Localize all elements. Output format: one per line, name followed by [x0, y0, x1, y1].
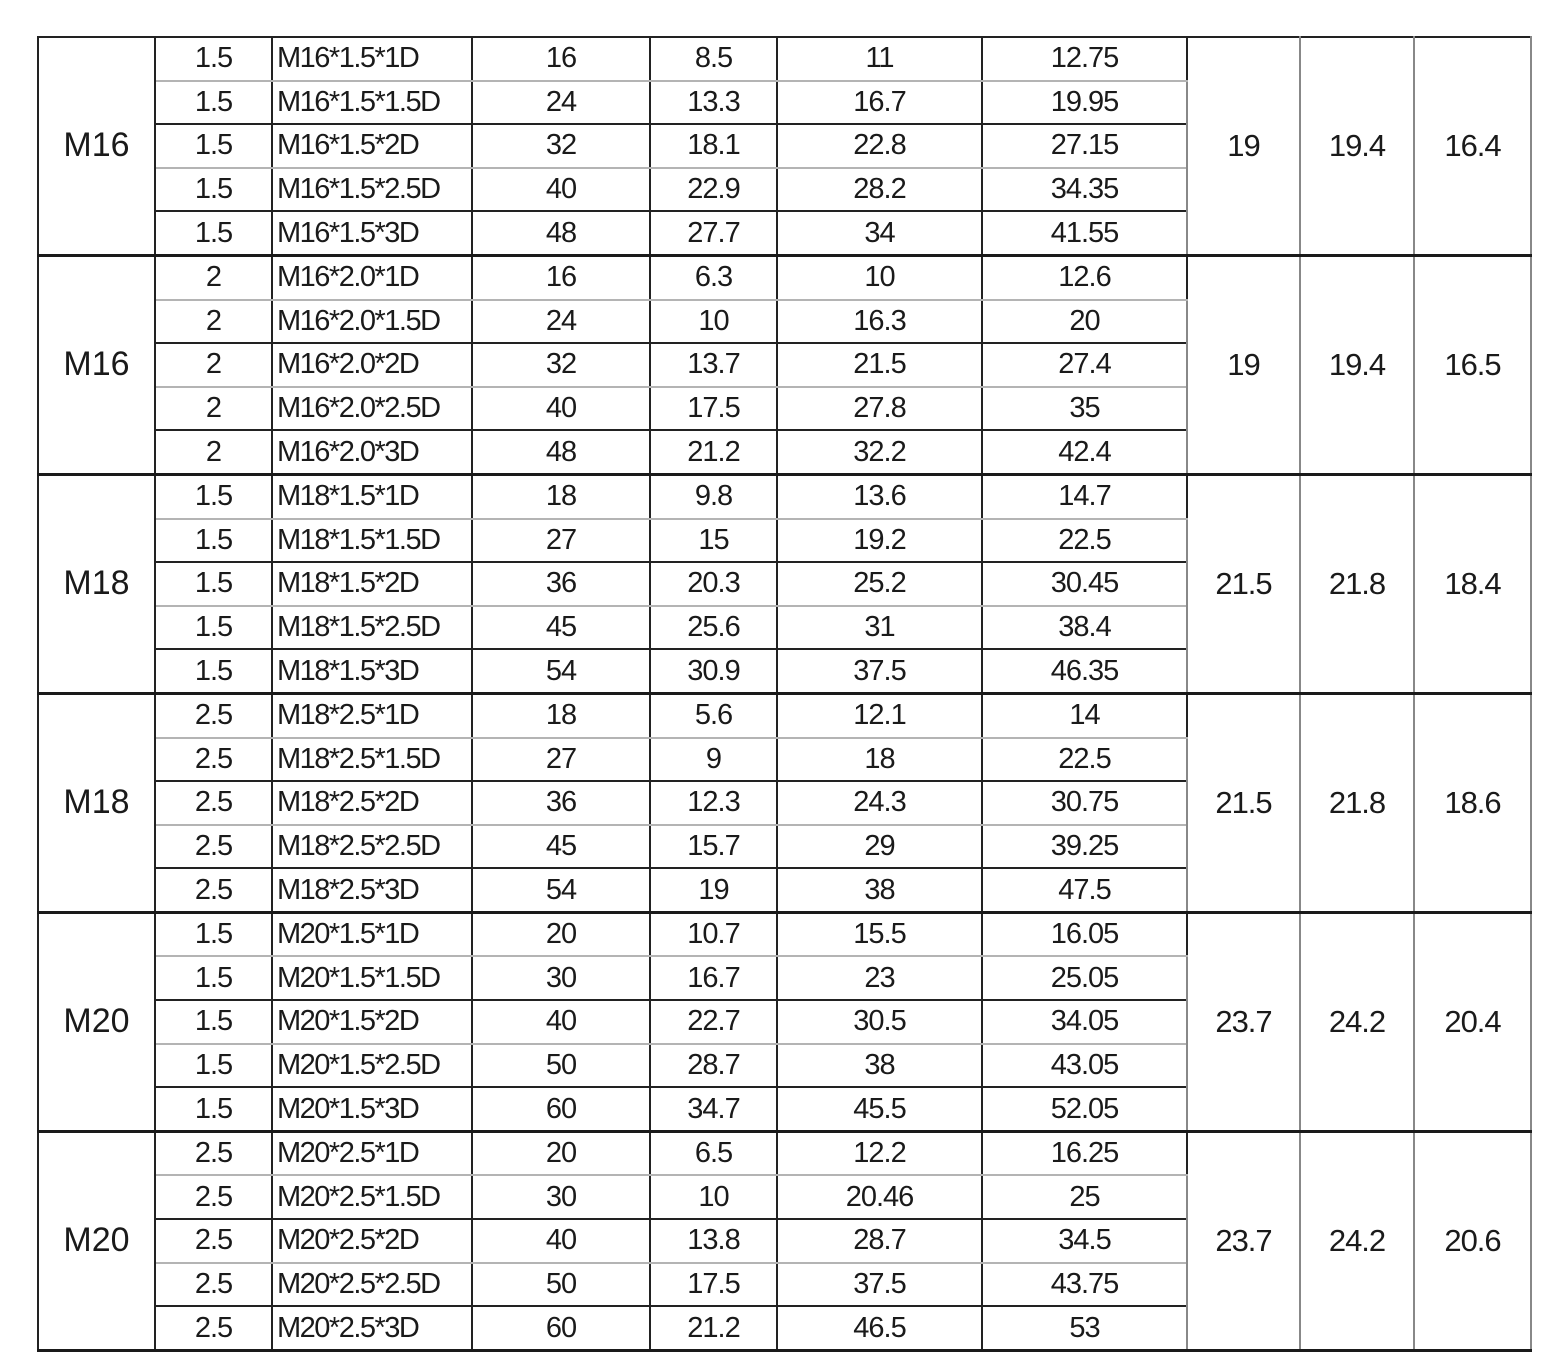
value-b-cell: 19: [650, 868, 777, 912]
table-row: [38, 693, 1531, 737]
value-d-cell: 42.4: [982, 430, 1187, 474]
value-a-cell: 36: [472, 562, 650, 606]
pitch-cell: 2: [155, 430, 272, 474]
pitch-cell: 2: [155, 255, 272, 299]
merged-value-2-cell: 21.8: [1300, 474, 1414, 693]
thread-spec-cell: M20*1.5*2.5D: [272, 1044, 472, 1088]
merged-value-1-cell: 23.7: [1187, 1131, 1300, 1350]
thread-spec-cell: M20*2.5*3D: [272, 1306, 472, 1350]
merged-value-2-cell: 24.2: [1300, 1131, 1414, 1350]
value-c-cell: 25.2: [777, 562, 982, 606]
value-a-cell: 48: [472, 211, 650, 255]
pitch-cell: 1.5: [155, 474, 272, 518]
pitch-cell: 1.5: [155, 168, 272, 212]
merged-value-1-cell: 21.5: [1187, 693, 1300, 912]
pitch-cell: 2.5: [155, 1131, 272, 1175]
pitch-cell: 1.5: [155, 912, 272, 956]
pitch-cell: 1.5: [155, 606, 272, 650]
merged-value-3-cell: 16.4: [1414, 37, 1531, 255]
value-b-cell: 21.2: [650, 430, 777, 474]
merged-value-3-cell: 20.4: [1414, 912, 1531, 1131]
pitch-cell: 2.5: [155, 1219, 272, 1263]
value-d-cell: 14.7: [982, 474, 1187, 518]
value-c-cell: 16.3: [777, 300, 982, 344]
pitch-cell: 1.5: [155, 1000, 272, 1044]
pitch-cell: 1.5: [155, 1044, 272, 1088]
value-d-cell: 35: [982, 387, 1187, 431]
value-a-cell: 40: [472, 1000, 650, 1044]
thread-spec-cell: M18*1.5*3D: [272, 649, 472, 693]
value-d-cell: 25: [982, 1175, 1187, 1219]
value-a-cell: 45: [472, 606, 650, 650]
table-row: [38, 912, 1531, 956]
thread-spec-cell: M18*1.5*2.5D: [272, 606, 472, 650]
value-a-cell: 27: [472, 519, 650, 563]
size-group-cell: M20: [38, 1131, 155, 1350]
value-b-cell: 10: [650, 300, 777, 344]
pitch-cell: 1.5: [155, 211, 272, 255]
thread-spec-cell: M18*2.5*3D: [272, 868, 472, 912]
value-d-cell: 39.25: [982, 825, 1187, 869]
value-c-cell: 32.2: [777, 430, 982, 474]
value-b-cell: 30.9: [650, 649, 777, 693]
thread-spec-cell: M20*2.5*1.5D: [272, 1175, 472, 1219]
value-c-cell: 13.6: [777, 474, 982, 518]
value-b-cell: 10: [650, 1175, 777, 1219]
value-d-cell: 16.05: [982, 912, 1187, 956]
value-d-cell: 27.4: [982, 343, 1187, 387]
value-c-cell: 24.3: [777, 781, 982, 825]
value-c-cell: 23: [777, 956, 982, 1000]
pitch-cell: 1.5: [155, 1087, 272, 1131]
value-c-cell: 18: [777, 738, 982, 782]
value-b-cell: 13.7: [650, 343, 777, 387]
value-c-cell: 38: [777, 868, 982, 912]
pitch-cell: 1.5: [155, 37, 272, 81]
value-c-cell: 45.5: [777, 1087, 982, 1131]
thread-spec-cell: M18*2.5*1.5D: [272, 738, 472, 782]
value-c-cell: 20.46: [777, 1175, 982, 1219]
value-d-cell: 16.25: [982, 1131, 1187, 1175]
pitch-cell: 1.5: [155, 956, 272, 1000]
merged-value-3-cell: 16.5: [1414, 255, 1531, 474]
value-b-cell: 6.3: [650, 255, 777, 299]
merged-value-1-cell: 23.7: [1187, 912, 1300, 1131]
thread-spec-cell: M18*2.5*2.5D: [272, 825, 472, 869]
table-row: [38, 474, 1531, 518]
value-a-cell: 36: [472, 781, 650, 825]
value-c-cell: 16.7: [777, 81, 982, 125]
pitch-cell: 1.5: [155, 81, 272, 125]
value-b-cell: 13.8: [650, 1219, 777, 1263]
value-b-cell: 8.5: [650, 37, 777, 81]
thread-spec-cell: M18*1.5*2D: [272, 562, 472, 606]
thread-spec-cell: M20*2.5*2.5D: [272, 1263, 472, 1307]
thread-spec-cell: M16*2.0*1D: [272, 255, 472, 299]
value-b-cell: 9.8: [650, 474, 777, 518]
merged-value-2-cell: 24.2: [1300, 912, 1414, 1131]
value-a-cell: 20: [472, 1131, 650, 1175]
size-group-cell: M16: [38, 37, 155, 255]
value-b-cell: 5.6: [650, 693, 777, 737]
value-c-cell: 11: [777, 37, 982, 81]
pitch-cell: 1.5: [155, 562, 272, 606]
thread-spec-cell: M16*2.0*3D: [272, 430, 472, 474]
size-group-cell: M18: [38, 474, 155, 693]
pitch-cell: 2: [155, 343, 272, 387]
value-b-cell: 22.7: [650, 1000, 777, 1044]
merged-value-2-cell: 19.4: [1300, 37, 1414, 255]
pitch-cell: 2: [155, 387, 272, 431]
value-d-cell: 43.05: [982, 1044, 1187, 1088]
value-a-cell: 54: [472, 868, 650, 912]
merged-value-3-cell: 18.6: [1414, 693, 1531, 912]
value-a-cell: 24: [472, 300, 650, 344]
thread-spec-cell: M18*1.5*1.5D: [272, 519, 472, 563]
thread-spec-cell: M18*2.5*1D: [272, 693, 472, 737]
thread-spec-cell: M16*1.5*2.5D: [272, 168, 472, 212]
value-a-cell: 18: [472, 474, 650, 518]
pitch-cell: 1.5: [155, 519, 272, 563]
thread-spec-cell: M20*1.5*2D: [272, 1000, 472, 1044]
merged-value-1-cell: 19: [1187, 37, 1300, 255]
value-a-cell: 45: [472, 825, 650, 869]
value-d-cell: 34.5: [982, 1219, 1187, 1263]
size-group-cell: M16: [38, 255, 155, 474]
value-d-cell: 47.5: [982, 868, 1187, 912]
value-d-cell: 14: [982, 693, 1187, 737]
value-b-cell: 20.3: [650, 562, 777, 606]
thread-spec-cell: M16*1.5*2D: [272, 124, 472, 168]
spec-table: [37, 36, 1532, 1352]
value-a-cell: 50: [472, 1044, 650, 1088]
value-b-cell: 18.1: [650, 124, 777, 168]
value-d-cell: 12.6: [982, 255, 1187, 299]
value-a-cell: 40: [472, 1219, 650, 1263]
value-c-cell: 31: [777, 606, 982, 650]
value-d-cell: 52.05: [982, 1087, 1187, 1131]
pitch-cell: 1.5: [155, 649, 272, 693]
value-a-cell: 16: [472, 255, 650, 299]
value-c-cell: 46.5: [777, 1306, 982, 1350]
value-a-cell: 20: [472, 912, 650, 956]
thread-spec-cell: M20*2.5*2D: [272, 1219, 472, 1263]
value-a-cell: 54: [472, 649, 650, 693]
value-a-cell: 27: [472, 738, 650, 782]
value-c-cell: 22.8: [777, 124, 982, 168]
value-c-cell: 19.2: [777, 519, 982, 563]
pitch-cell: 2.5: [155, 781, 272, 825]
thread-spec-cell: M20*1.5*1.5D: [272, 956, 472, 1000]
value-c-cell: 37.5: [777, 1263, 982, 1307]
value-d-cell: 30.45: [982, 562, 1187, 606]
value-b-cell: 9: [650, 738, 777, 782]
merged-value-1-cell: 21.5: [1187, 474, 1300, 693]
thread-spec-cell: M16*1.5*1.5D: [272, 81, 472, 125]
thread-spec-cell: M16*1.5*3D: [272, 211, 472, 255]
value-c-cell: 38: [777, 1044, 982, 1088]
value-c-cell: 30.5: [777, 1000, 982, 1044]
value-c-cell: 28.7: [777, 1219, 982, 1263]
value-b-cell: 27.7: [650, 211, 777, 255]
value-b-cell: 10.7: [650, 912, 777, 956]
value-d-cell: 43.75: [982, 1263, 1187, 1307]
thread-spec-cell: M16*1.5*1D: [272, 37, 472, 81]
value-a-cell: 18: [472, 693, 650, 737]
value-c-cell: 34: [777, 211, 982, 255]
value-b-cell: 16.7: [650, 956, 777, 1000]
value-b-cell: 21.2: [650, 1306, 777, 1350]
value-d-cell: 38.4: [982, 606, 1187, 650]
value-b-cell: 12.3: [650, 781, 777, 825]
value-d-cell: 30.75: [982, 781, 1187, 825]
thread-spec-cell: M16*2.0*1.5D: [272, 300, 472, 344]
value-a-cell: 24: [472, 81, 650, 125]
size-group-cell: M20: [38, 912, 155, 1131]
table-row: [38, 37, 1531, 81]
thread-spec-cell: M20*2.5*1D: [272, 1131, 472, 1175]
pitch-cell: 2: [155, 300, 272, 344]
value-b-cell: 17.5: [650, 387, 777, 431]
value-b-cell: 25.6: [650, 606, 777, 650]
thread-spec-cell: M16*2.0*2.5D: [272, 387, 472, 431]
value-b-cell: 15.7: [650, 825, 777, 869]
value-d-cell: 34.35: [982, 168, 1187, 212]
value-a-cell: 60: [472, 1306, 650, 1350]
value-b-cell: 28.7: [650, 1044, 777, 1088]
value-c-cell: 37.5: [777, 649, 982, 693]
value-d-cell: 19.95: [982, 81, 1187, 125]
value-d-cell: 41.55: [982, 211, 1187, 255]
value-b-cell: 22.9: [650, 168, 777, 212]
value-a-cell: 40: [472, 387, 650, 431]
pitch-cell: 2.5: [155, 825, 272, 869]
pitch-cell: 2.5: [155, 1263, 272, 1307]
thread-spec-cell: M18*1.5*1D: [272, 474, 472, 518]
value-b-cell: 17.5: [650, 1263, 777, 1307]
size-group-cell: M18: [38, 693, 155, 912]
value-c-cell: 21.5: [777, 343, 982, 387]
value-a-cell: 32: [472, 124, 650, 168]
merged-value-3-cell: 18.4: [1414, 474, 1531, 693]
pitch-cell: 2.5: [155, 1306, 272, 1350]
value-c-cell: 27.8: [777, 387, 982, 431]
thread-spec-cell: M18*2.5*2D: [272, 781, 472, 825]
thread-spec-cell: M20*1.5*1D: [272, 912, 472, 956]
value-d-cell: 46.35: [982, 649, 1187, 693]
value-a-cell: 30: [472, 1175, 650, 1219]
value-a-cell: 30: [472, 956, 650, 1000]
merged-value-2-cell: 21.8: [1300, 693, 1414, 912]
value-d-cell: 27.15: [982, 124, 1187, 168]
pitch-cell: 2.5: [155, 1175, 272, 1219]
value-c-cell: 12.1: [777, 693, 982, 737]
pitch-cell: 1.5: [155, 124, 272, 168]
value-a-cell: 50: [472, 1263, 650, 1307]
thread-spec-cell: M20*1.5*3D: [272, 1087, 472, 1131]
value-c-cell: 28.2: [777, 168, 982, 212]
value-c-cell: 12.2: [777, 1131, 982, 1175]
value-d-cell: 53: [982, 1306, 1187, 1350]
merged-value-2-cell: 19.4: [1300, 255, 1414, 474]
value-d-cell: 22.5: [982, 519, 1187, 563]
value-d-cell: 25.05: [982, 956, 1187, 1000]
pitch-cell: 2.5: [155, 693, 272, 737]
value-b-cell: 6.5: [650, 1131, 777, 1175]
pitch-cell: 2.5: [155, 868, 272, 912]
value-d-cell: 12.75: [982, 37, 1187, 81]
value-a-cell: 16: [472, 37, 650, 81]
value-b-cell: 15: [650, 519, 777, 563]
value-d-cell: 34.05: [982, 1000, 1187, 1044]
value-c-cell: 29: [777, 825, 982, 869]
pitch-cell: 2.5: [155, 738, 272, 782]
spec-table-body: [38, 37, 1531, 1350]
value-a-cell: 48: [472, 430, 650, 474]
value-a-cell: 40: [472, 168, 650, 212]
value-d-cell: 22.5: [982, 738, 1187, 782]
merged-value-3-cell: 20.6: [1414, 1131, 1531, 1350]
value-a-cell: 60: [472, 1087, 650, 1131]
value-d-cell: 20: [982, 300, 1187, 344]
value-b-cell: 34.7: [650, 1087, 777, 1131]
thread-spec-cell: M16*2.0*2D: [272, 343, 472, 387]
table-row: [38, 1131, 1531, 1175]
merged-value-1-cell: 19: [1187, 255, 1300, 474]
value-b-cell: 13.3: [650, 81, 777, 125]
value-a-cell: 32: [472, 343, 650, 387]
value-c-cell: 10: [777, 255, 982, 299]
table-row: [38, 255, 1531, 299]
value-c-cell: 15.5: [777, 912, 982, 956]
